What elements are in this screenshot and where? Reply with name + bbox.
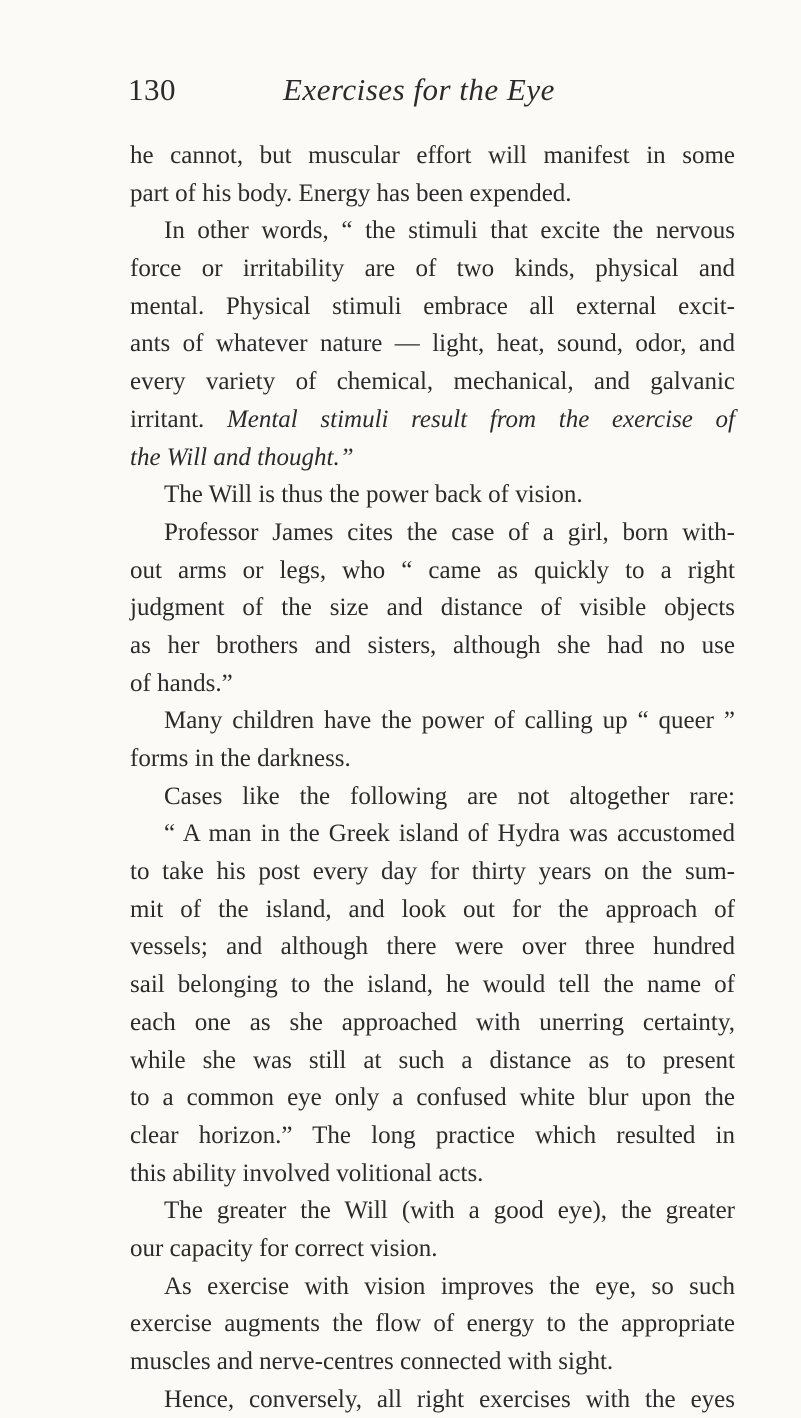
text-line xyxy=(130,514,735,552)
text-line xyxy=(130,552,735,590)
text-line xyxy=(130,891,735,929)
text-line xyxy=(130,1343,735,1381)
text-segment: As exercise with vision improves the eye, so such xyxy=(164,1272,735,1300)
text-line xyxy=(130,589,735,627)
page-number: 130 xyxy=(128,72,176,107)
running-head xyxy=(128,72,728,112)
text-segment: Many children have the power of calling up “ queer ” xyxy=(164,707,735,735)
text-segment: “ A man in the Greek island of Hydra was accustomed xyxy=(164,820,735,848)
text-line xyxy=(130,401,735,439)
text-line xyxy=(130,1230,735,1268)
text-segment: The greater the Will (with a good eye), the greater xyxy=(164,1197,735,1225)
text-segment: force or irritability are of two kinds, physical and xyxy=(130,255,735,283)
text-segment: to a common eye only a confused white blur upon the xyxy=(130,1084,735,1112)
text-line xyxy=(130,702,735,740)
text-line xyxy=(130,1042,735,1080)
text-segment: our capacity for correct vision. xyxy=(130,1234,438,1262)
text-line xyxy=(130,815,735,853)
text-segment: this ability involved volitional acts. xyxy=(130,1159,484,1187)
text-line xyxy=(130,363,735,401)
text-segment: judgment of the size and distance of visible objects xyxy=(130,594,735,622)
text-line xyxy=(130,1192,735,1230)
text-line xyxy=(130,928,735,966)
text-line xyxy=(130,1268,735,1306)
text-line xyxy=(130,740,735,778)
running-title: Exercises for the Eye xyxy=(283,72,555,107)
text-segment: he cannot, but muscular effort will manifest in some xyxy=(130,142,735,169)
text-line xyxy=(130,1004,735,1042)
text-line xyxy=(130,627,735,665)
text-line xyxy=(130,1155,735,1193)
text-segment: vessels; and although there were over three hundred xyxy=(130,933,735,961)
body-text xyxy=(130,137,735,1418)
text-line xyxy=(130,476,735,514)
text-segment: out arms or legs, who “ came as quickly to a right xyxy=(130,556,735,584)
text-segment: clear horizon.” The long practice which resulted in xyxy=(130,1121,735,1149)
text-segment: each one as she approached with unerring certainty, xyxy=(130,1008,735,1036)
text-line xyxy=(130,1079,735,1117)
text-segment: mental. Physical stimuli embrace all external excit- xyxy=(130,292,735,320)
text-segment: muscles and nerve-centres connected with sight. xyxy=(130,1348,614,1375)
text-segment: ants of whatever nature — light, heat, sound, odor, and xyxy=(130,330,735,358)
text-line xyxy=(130,325,735,363)
text-segment: while she was still at such a distance as to present xyxy=(130,1046,735,1074)
italic-text-segment: the Will and thought.” xyxy=(130,443,354,471)
text-segment: irritant. xyxy=(130,405,205,433)
text-segment: of hands.” xyxy=(130,669,233,697)
text-line xyxy=(130,778,735,816)
text-line xyxy=(130,288,735,326)
text-line xyxy=(130,665,735,703)
text-line xyxy=(130,853,735,891)
text-segment: part of his body. Energy has been expended. xyxy=(130,179,572,207)
text-segment: In other words, “ the stimuli that excite the nervous xyxy=(164,217,735,245)
text-line xyxy=(130,212,735,250)
text-segment: Professor James cites the case of a girl, born with- xyxy=(164,518,735,546)
text-segment: Cases like the following are not altogether rare: xyxy=(164,782,735,810)
text-segment: exercise augments the flow of energy to the appropriate xyxy=(130,1310,735,1338)
text-segment: to take his post every day for thirty years on the sum- xyxy=(130,858,735,886)
text-line xyxy=(130,1305,735,1343)
text-line xyxy=(130,1381,735,1418)
text-segment: as her brothers and sisters, although she had no use xyxy=(130,631,735,659)
text-segment: every variety of chemical, mechanical, and galvanic xyxy=(130,368,735,396)
text-segment: mit of the island, and look out for the approach of xyxy=(130,895,735,923)
text-line xyxy=(130,1117,735,1155)
text-line xyxy=(130,250,735,288)
text-segment: The Will is thus the power back of vision. xyxy=(164,481,583,509)
text-line xyxy=(130,966,735,1004)
text-segment: sail belonging to the island, he would tell the name of xyxy=(130,971,735,999)
text-line xyxy=(130,175,735,213)
italic-text-segment: Mental stimuli result from the exercise of xyxy=(226,405,735,433)
text-segment: forms in the darkness. xyxy=(130,745,351,772)
text-segment: Hence, conversely, all right exercises with the eyes xyxy=(164,1385,735,1413)
text-line xyxy=(130,439,735,477)
text-line xyxy=(130,137,735,175)
